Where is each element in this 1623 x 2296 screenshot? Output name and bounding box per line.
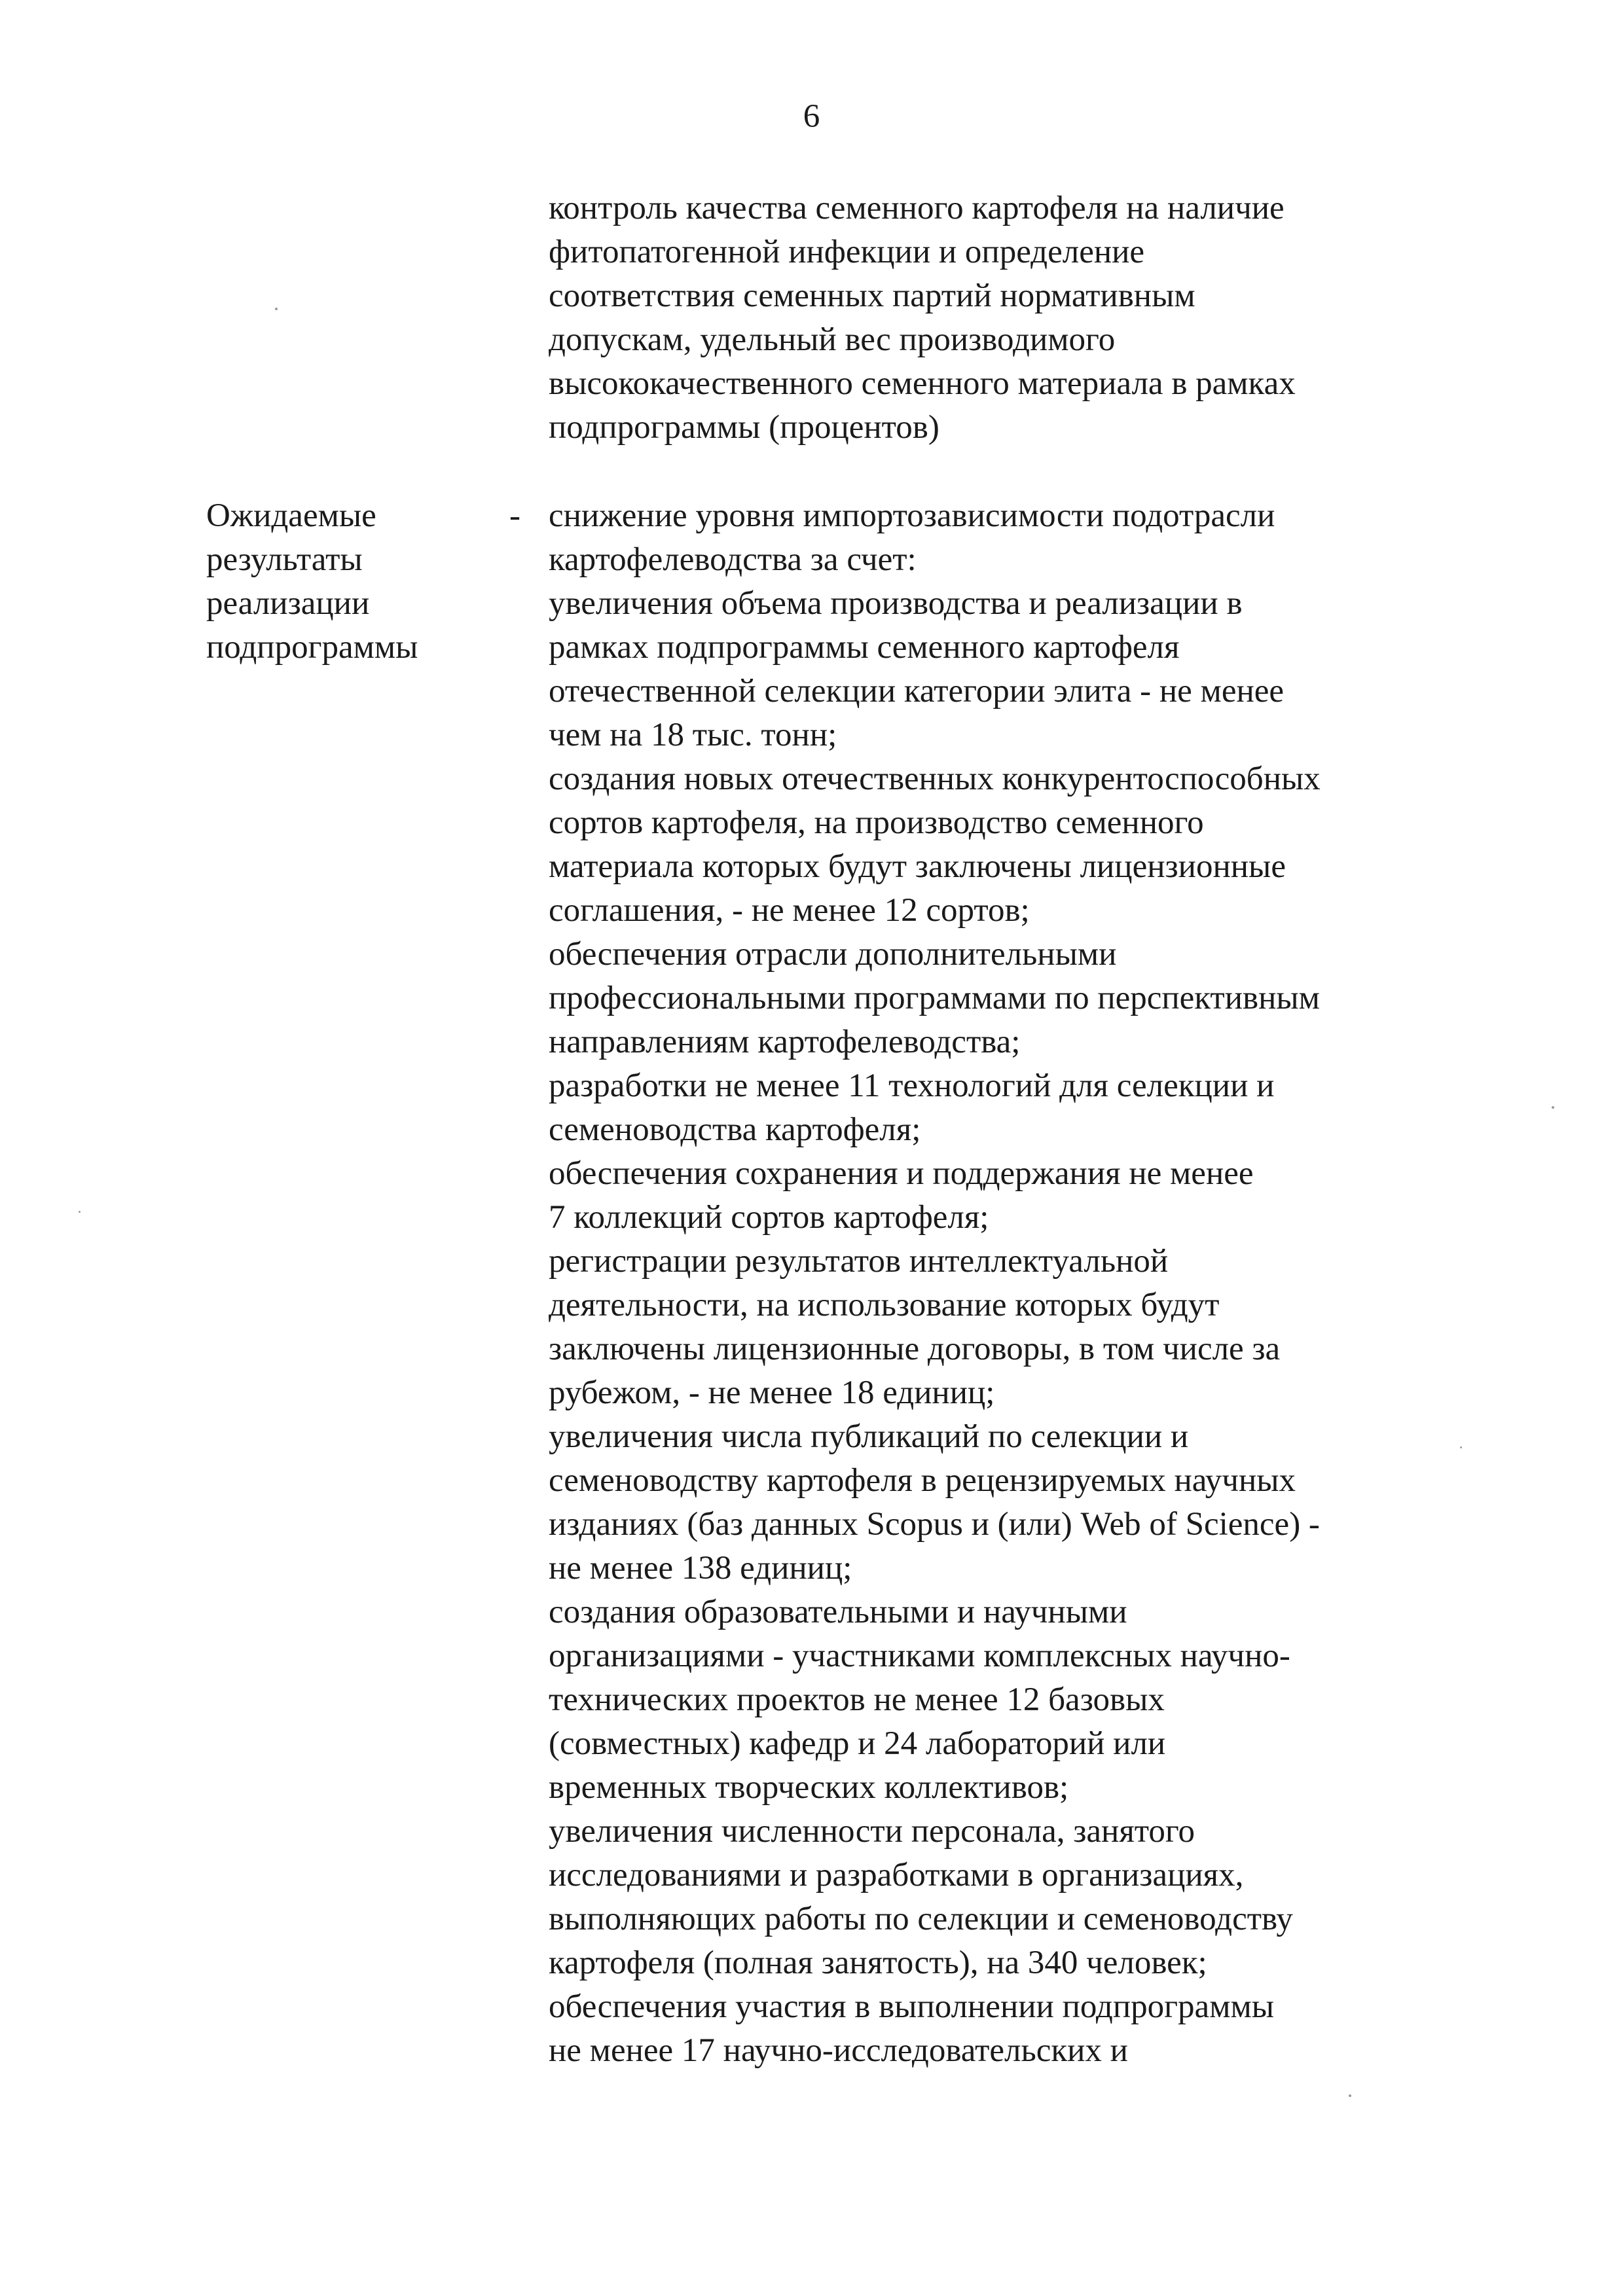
results-line: картофелеводства за счет: — [549, 541, 917, 578]
results-line: сортов картофеля, на производство семенного — [549, 804, 1204, 841]
label-separator-dash: - — [509, 497, 520, 534]
results-line: организациями - участниками комплексных научно- — [549, 1638, 1290, 1674]
results-line: семеноводству картофеля в рецензируемых научных — [549, 1462, 1296, 1499]
results-line: рубежом, - не менее 18 единиц; — [549, 1374, 995, 1411]
results-line: разработки не менее 11 технологий для селекции и — [549, 1067, 1275, 1104]
results-line: рамках подпрограммы семенного картофеля — [549, 629, 1180, 666]
page-number: 6 — [803, 98, 820, 135]
results-label-line: подпрограммы — [206, 629, 418, 666]
results-line: технических проектов не менее 12 базовых — [549, 1681, 1165, 1718]
results-label-line: результаты — [206, 541, 363, 578]
results-label-line: реализации — [206, 585, 370, 622]
results-line: чем на 18 тыс. тонн; — [549, 717, 837, 753]
results-line: увеличения числа публикаций по селекции и — [549, 1418, 1189, 1455]
top-block-line: фитопатогенной инфекции и определение — [549, 234, 1145, 270]
results-line: направлениям картофелеводства; — [549, 1024, 1021, 1060]
results-line: заключены лицензионные договоры, в том числе за — [549, 1331, 1281, 1367]
results-label-line: Ожидаемые — [206, 497, 376, 534]
scan-speck — [79, 1211, 81, 1213]
results-line: картофеля (полная занятость), на 340 человек; — [549, 1945, 1207, 1981]
results-line: семеноводства картофеля; — [549, 1111, 921, 1148]
results-line: обеспечения отрасли дополнительными — [549, 936, 1117, 973]
results-line: исследованиями и разработками в организациях, — [549, 1857, 1244, 1893]
top-block-line: контроль качества семенного картофеля на наличие — [549, 190, 1285, 226]
results-line: материала которых будут заключены лицензионные — [549, 848, 1286, 885]
results-line: обеспечения сохранения и поддержания не менее — [549, 1155, 1254, 1192]
results-line: 7 коллекций сортов картофеля; — [549, 1199, 989, 1236]
results-line: соглашения, - не менее 12 сортов; — [549, 892, 1030, 929]
results-line: увеличения численности персонала, занятого — [549, 1813, 1195, 1850]
results-line: деятельности, на использование которых будут — [549, 1287, 1220, 1323]
results-line: создания образовательными и научными — [549, 1594, 1127, 1630]
scan-speck — [1349, 2094, 1351, 2097]
results-line: изданиях (баз данных Scopus и (или) Web of Science) - — [549, 1506, 1320, 1543]
results-line: увеличения объема производства и реализации в — [549, 585, 1243, 622]
results-line: профессиональными программами по перспективным — [549, 980, 1320, 1016]
results-line: снижение уровня импортозависимости подотрасли — [549, 497, 1275, 534]
results-line: (совместных) кафедр и 24 лабораторий или — [549, 1725, 1166, 1762]
scan-speck — [1552, 1106, 1554, 1109]
results-line: не менее 138 единиц; — [549, 1550, 852, 1587]
scan-speck — [275, 308, 278, 310]
results-line: выполняющих работы по селекции и семеноводству — [549, 1901, 1293, 1937]
results-line: регистрации результатов интеллектуальной — [549, 1243, 1169, 1280]
results-line: отечественной селекции категории элита - не менее — [549, 673, 1285, 709]
top-block-line: допускам, удельный вес производимого — [549, 321, 1116, 358]
scan-speck — [1460, 1446, 1462, 1448]
top-block-line: соответствия семенных партий нормативным — [549, 278, 1195, 314]
top-block-line: подпрограммы (процентов) — [549, 409, 939, 446]
top-block-line: высококачественного семенного материала в рамках — [549, 365, 1296, 402]
results-line: обеспечения участия в выполнении подпрограммы — [549, 1988, 1275, 2025]
results-line: временных творческих коллективов; — [549, 1769, 1069, 1806]
results-line: создания новых отечественных конкурентоспособных — [549, 761, 1321, 797]
results-line: не менее 17 научно-исследовательских и — [549, 2032, 1128, 2069]
